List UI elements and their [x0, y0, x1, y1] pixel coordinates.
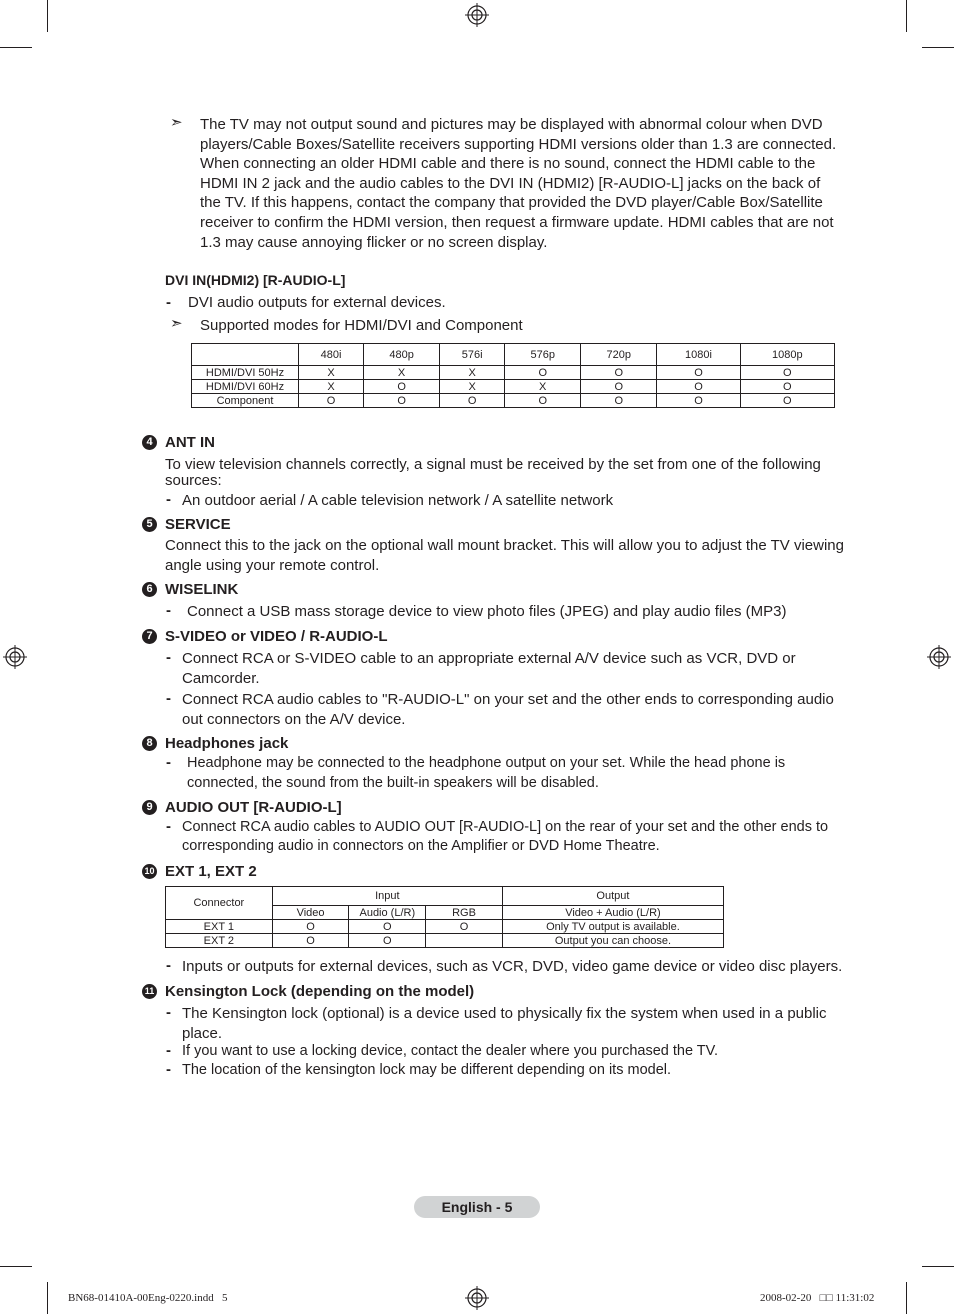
section-number-badge: 5 [142, 517, 157, 532]
ext-heading: EXT 1, EXT 2 [165, 863, 257, 880]
crop-mark [47, 0, 48, 32]
registration-mark-icon [927, 645, 951, 669]
table-header: 1080i [657, 344, 740, 366]
svideo-bullet: Connect RCA or S-VIDEO cable to an appropriate external A/V device such as VCR, DVD or [182, 650, 796, 667]
crop-mark [906, 1282, 907, 1314]
audio-out-heading: AUDIO OUT [R-AUDIO-L] [165, 799, 342, 816]
svideo-heading: S-VIDEO or VIDEO / R-AUDIO-L [165, 628, 388, 645]
note-arrow-icon: ➣ [170, 315, 183, 332]
bullet-dash: - [166, 1042, 171, 1059]
page-number-label: English - 5 [414, 1196, 540, 1218]
table-cell: O [440, 394, 505, 408]
bullet-dash: - [166, 754, 171, 771]
ext-bullet: Inputs or outputs for external devices, such as VCR, DVD, video game device or video disc players. [182, 958, 843, 975]
section-number-badge: 6 [142, 582, 157, 597]
date-slug: 2008-02-20 □□ 11:31:02 [760, 1292, 875, 1304]
row-label: EXT 1 [166, 920, 273, 934]
service-text: Connect this to the jack on the optional wall mount bracket. This will allow you to adjust the TV viewing [165, 537, 844, 554]
bullet-dash: - [166, 1061, 171, 1078]
table-cell: O [740, 366, 834, 380]
supported-modes-note: Supported modes for HDMI/DVI and Component [200, 317, 523, 334]
registration-mark-icon [3, 645, 27, 669]
table-header: 1080p [740, 344, 834, 366]
section-number-badge: 7 [142, 629, 157, 644]
table-cell: X [364, 366, 440, 380]
note-line: players/Cable Boxes/Satellite receivers supporting HDMI versions older than 1.3 are connected. [200, 135, 837, 153]
table-header: 720p [581, 344, 657, 366]
table-cell: O [740, 394, 834, 408]
table-cell: O [581, 394, 657, 408]
table-cell: O [581, 380, 657, 394]
wiselink-bullet: Connect a USB mass storage device to view photo files (JPEG) and play audio files (MP3) [187, 603, 787, 620]
crop-mark [0, 1266, 32, 1267]
table-row [192, 366, 835, 380]
table-cell: X [440, 380, 505, 394]
table-cell: O [272, 934, 349, 948]
bullet-dash: - [166, 649, 171, 666]
kensington-bullet: place. [182, 1025, 223, 1042]
headphones-bullet: Headphone may be connected to the headphone output on your set. While the head phone is [187, 755, 786, 771]
table-cell: X [299, 380, 364, 394]
bullet-dash: - [166, 602, 171, 619]
table-header: 576p [505, 344, 581, 366]
wiselink-heading: WISELINK [165, 581, 239, 598]
note-line: the TV. If this happens, contact the company that provided the DVD player/Cable Box/Satellite [200, 194, 823, 212]
row-label: HDMI/DVI 60Hz [192, 380, 299, 394]
bullet-dash: - [166, 491, 171, 508]
section-number-badge: 4 [142, 435, 157, 450]
section-number-badge: 11 [142, 984, 157, 999]
svideo-bullet: out connectors on the A/V device. [182, 711, 406, 728]
section-number-badge: 9 [142, 800, 157, 815]
table-header: 480p [364, 344, 440, 366]
dvi-bullet: DVI audio outputs for external devices. [188, 294, 446, 311]
ant-in-bullet: An outdoor aerial / A cable television network / A satellite network [182, 492, 614, 509]
table-header: 576i [440, 344, 505, 366]
bullet-dash: - [166, 294, 171, 311]
row-label: Component [192, 394, 299, 408]
table-cell [426, 934, 503, 948]
table-row [166, 920, 724, 934]
table-cell: O [505, 394, 581, 408]
bullet-dash: - [166, 818, 171, 835]
table-cell: O [349, 934, 426, 948]
service-heading: SERVICE [165, 516, 231, 533]
table-cell: O [299, 394, 364, 408]
table-cell: O [426, 920, 503, 934]
output-header: Output [502, 887, 723, 906]
input-header: Input [272, 887, 502, 906]
dvi-heading: DVI IN(HDMI2) [R-AUDIO-L] [165, 272, 346, 288]
table-cell: O [349, 920, 426, 934]
service-text: angle using your remote control. [165, 557, 380, 574]
supported-modes-table [191, 343, 835, 408]
kensington-bullet: The Kensington lock (optional) is a device used to physically fix the system when used in a public [182, 1005, 827, 1022]
note-arrow-icon: ➣ [170, 114, 183, 131]
table-cell: O [364, 394, 440, 408]
note-line: When connecting an older HDMI cable and there is no sound, connect the HDMI cable to the [200, 155, 816, 173]
bullet-dash: - [166, 690, 171, 707]
ext-connector-table [165, 886, 724, 948]
ant-in-text: sources: [165, 472, 222, 489]
table-header-blank [192, 344, 299, 366]
note-line: The TV may not output sound and pictures may be displayed with abnormal colour when DVD [200, 116, 823, 133]
kensington-heading: Kensington Lock (depending on the model) [165, 983, 475, 1000]
connector-header: Connector [166, 887, 273, 920]
table-cell: O [364, 380, 440, 394]
ant-in-text: To view television channels correctly, a signal must be received by the set from one of the following [165, 456, 821, 473]
sub-header: Video [272, 906, 349, 920]
table-cell: O [505, 366, 581, 380]
sub-header: Audio (L/R) [349, 906, 426, 920]
row-label: HDMI/DVI 50Hz [192, 366, 299, 380]
note-hdmi-compatibility [200, 115, 840, 252]
table-cell: O [657, 366, 740, 380]
table-row [192, 394, 835, 408]
table-cell: O [581, 366, 657, 380]
headphones-heading: Headphones jack [165, 735, 289, 752]
svideo-bullet: Connect RCA audio cables to "R-AUDIO-L" on your set and the other ends to corresponding audio [182, 691, 834, 708]
note-line: 1.3 may cause annoying flicker or no screen display. [200, 233, 548, 251]
svideo-bullet: Camcorder. [182, 670, 260, 687]
registration-mark-icon [465, 3, 489, 27]
table-cell: O [272, 920, 349, 934]
headphones-bullet: connected, the sound from the built-in speakers will be disabled. [187, 775, 599, 791]
table-cell: O [740, 380, 834, 394]
section-number-badge: 8 [142, 736, 157, 751]
table-row [166, 934, 724, 948]
section-number-badge: 10 [142, 864, 157, 879]
crop-mark [0, 47, 32, 48]
table-cell: O [657, 380, 740, 394]
crop-mark [922, 47, 954, 48]
file-slug: BN68-01410A-00Eng-0220.indd 5 [68, 1292, 228, 1304]
table-cell: X [440, 366, 505, 380]
table-cell: X [505, 380, 581, 394]
table-cell: Only TV output is available. [502, 920, 723, 934]
crop-mark [906, 0, 907, 32]
note-line: HDMI IN 2 jack and the audio cables to the DVI IN (HDMI2) [R-AUDIO-L] jacks on the back of [200, 174, 821, 192]
audio-out-bullet: Connect RCA audio cables to AUDIO OUT [R-AUDIO-L] on the rear of your set and the other ends to [182, 819, 829, 835]
table-cell: X [299, 366, 364, 380]
audio-out-bullet: corresponding audio in connectors on the Amplifier or DVD Home Theatre. [182, 838, 660, 854]
table-row [192, 380, 835, 394]
sub-header: RGB [426, 906, 503, 920]
crop-mark [47, 1282, 48, 1314]
sub-header: Video + Audio (L/R) [502, 906, 723, 920]
registration-mark-icon [465, 1286, 489, 1310]
table-cell: O [657, 394, 740, 408]
ant-in-heading: ANT IN [165, 434, 215, 451]
table-header: 480i [299, 344, 364, 366]
bullet-dash: - [166, 957, 171, 974]
kensington-bullet: If you want to use a locking device, contact the dealer where you purchased the TV. [182, 1043, 719, 1059]
table-cell: Output you can choose. [502, 934, 723, 948]
note-line: receiver to confirm the HDMI version, then request a firmware update. HDMI cables that are not [200, 213, 834, 231]
kensington-bullet: The location of the kensington lock may be different depending on its model. [182, 1062, 672, 1078]
crop-mark [922, 1266, 954, 1267]
row-label: EXT 2 [166, 934, 273, 948]
bullet-dash: - [166, 1004, 171, 1021]
